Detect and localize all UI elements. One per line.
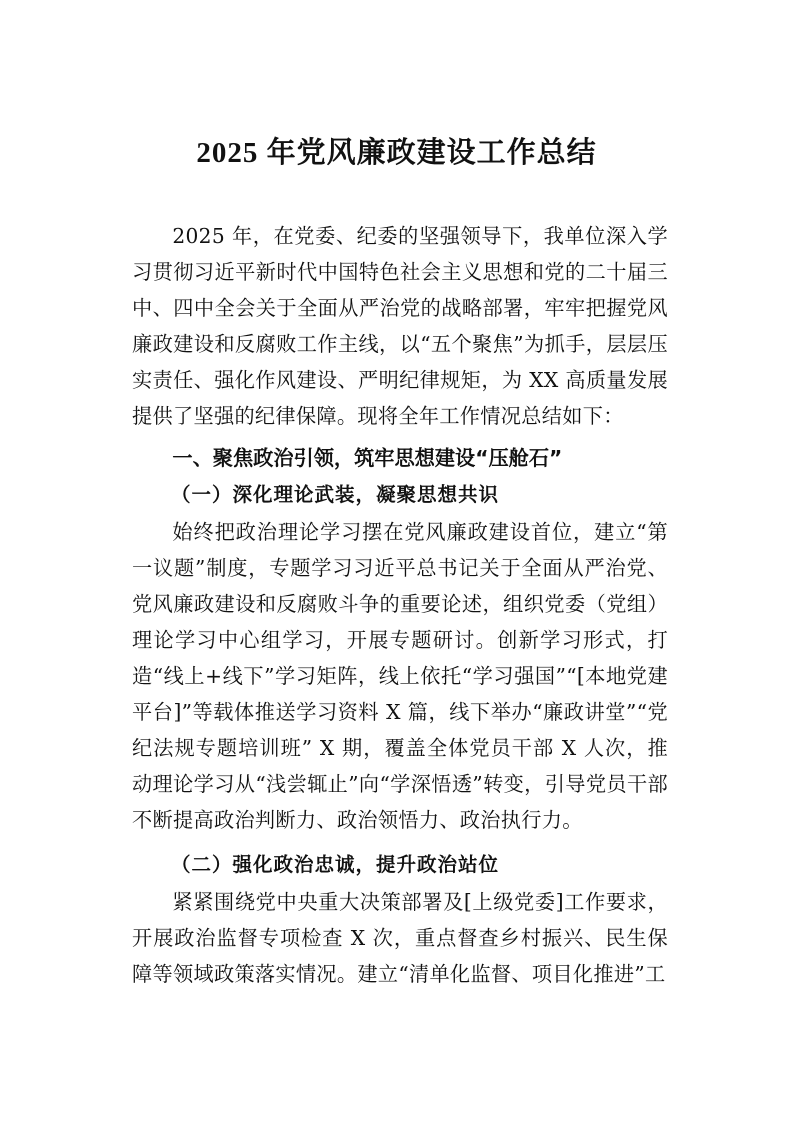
intro-paragraph: 2025 年，在党委、纪委的坚强领导下，我单位深入学习贯彻习近平新时代中国特色社会主义思想和党的二十届三中、四中全会关于全面从严治党的战略部署，牢牢把握党风廉政建设和反腐败工作主线，以“五个聚焦”为抓手，层层压实责任、强化作风建设、严明纪律规矩，为 XX 高质量发展提供了坚强的纪律保障。现将全年工作情况总结如下： (132, 224, 668, 428)
section-heading-1: 一、聚焦政治引领，筑牢思想建设“压舱石” (172, 446, 563, 470)
document-title: 2025 年党风廉政建设工作总结 (196, 137, 597, 169)
subsection-heading-2: （二）强化政治忠诚，提升政治站位 (171, 853, 500, 876)
subsection-1-paragraph: 始终把政治理论学习摆在党风廉政建设首位，建立“第一议题”制度，专题学习习近平总书记关于全面从严治党、党风廉政建设和反腐败斗争的重要论述，组织党委（党组）理论学习中心组学习，开展专题研讨。创新学习形式，打造“线上+线下”学习矩阵，线上依托“学习强国”“[本地党建平台]”等载体推送学习资料 X 篇，线下举办“廉政讲堂”“党纪法规专题培训班” X 期，覆盖全体党员干部 X 人次，推动理论学习从“浅尝辄止”向“学深悟透”转变，引导党员干部不断提高政治判断力、政治领悟力、政治执行力。 (132, 520, 668, 832)
subsection-2-paragraph: 紧紧围绕党中央重大决策部署及[上级党委]工作要求，开展政治监督专项检查 X 次，重点督查乡村振兴、民生保障等领域政策落实情况。建立“清单化监督、项目化推进”工 (132, 890, 668, 986)
subsection-heading-1: （一）深化理论武装，凝聚思想共识 (171, 483, 500, 506)
